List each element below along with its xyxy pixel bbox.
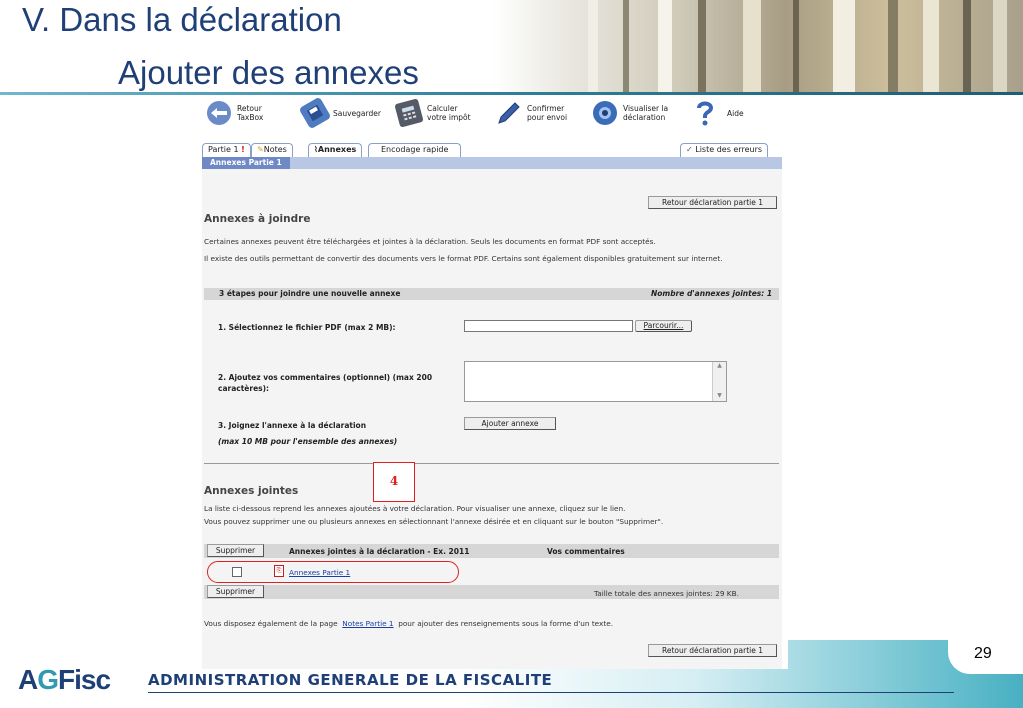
toolbar-help[interactable]: Aide xyxy=(693,101,744,125)
slide-title-line1: V. Dans la déclaration xyxy=(22,1,342,38)
step2-label: 2. Ajoutez vos commentaires (optionnel) (max 200 caractères): xyxy=(218,373,433,393)
annex-count-label: Nombre d'annexes jointes: 1 xyxy=(651,289,773,298)
step3-note: (max 10 MB pour l'ensemble des annexes) xyxy=(218,437,398,446)
footer-organization-name: ADMINISTRATION GENERALE DE LA FISCALITE xyxy=(148,671,553,689)
calculator-icon xyxy=(394,98,423,127)
supprimer-button-top[interactable]: Supprimer xyxy=(207,544,264,557)
step-callout-4: 4 xyxy=(373,462,415,502)
footer-divider xyxy=(148,692,954,693)
annexes-jointes-heading: Annexes jointes xyxy=(204,485,299,497)
back-arrow-icon xyxy=(207,101,231,125)
browse-button[interactable]: Parcourir... xyxy=(635,320,692,332)
step1-label: 1. Sélectionnez le fichier PDF (max 2 MB): xyxy=(218,323,396,332)
toolbar-calculate[interactable]: Calculer votre impôt xyxy=(397,101,471,125)
agfisc-logo: AGFisc xyxy=(18,664,111,695)
column-header-comments: Vos commentaires xyxy=(547,547,625,556)
tab-encodage-rapide[interactable]: Encodage rapide xyxy=(368,143,461,157)
jointes-paragraph-2: Vous pouvez supprimer une ou plusieurs annexes en sélectionnant l'annexe désirée et en cliquant sur le bouton "Supprimer". xyxy=(204,517,664,526)
annexe-link[interactable]: Annexes Partie 1 xyxy=(289,568,351,577)
toolbar-view-declaration[interactable]: Visualiser la déclaration xyxy=(593,101,668,125)
section-divider xyxy=(204,463,779,464)
pdf-file-icon: ⎘ xyxy=(274,565,284,577)
comment-textarea[interactable] xyxy=(464,361,727,402)
row-select-checkbox[interactable] xyxy=(232,567,242,577)
total-size-label: Taille totale des annexes jointes: 29 KB. xyxy=(594,589,739,598)
steps-header-title: 3 étapes pour joindre une nouvelle annexe xyxy=(219,289,401,298)
scroll-up-icon: ▲ xyxy=(717,362,722,369)
pdf-file-input[interactable] xyxy=(464,320,633,332)
pen-icon xyxy=(497,101,521,125)
scroll-down-icon: ▼ xyxy=(717,392,722,399)
eye-icon xyxy=(593,101,617,125)
tab-notes[interactable]: ✎Notes xyxy=(251,143,293,157)
step3-label: 3. Joignez l'annexe à la déclaration xyxy=(218,421,367,430)
ajouter-annexe-button[interactable]: Ajouter annexe xyxy=(464,417,556,430)
checklist-icon: ✓ xyxy=(686,145,693,154)
page-number: 29 xyxy=(974,645,992,662)
subtab-annexes-partie1[interactable]: Annexes Partie 1 xyxy=(202,157,290,169)
annexes-joindre-heading: Annexes à joindre xyxy=(204,213,311,225)
retour-declaration-button-bottom[interactable]: Retour déclaration partie 1 xyxy=(648,644,777,657)
retour-declaration-button-top[interactable]: Retour déclaration partie 1 xyxy=(648,196,777,209)
notes-info-text: Vous disposez également de la page Notes Partie 1 pour ajouter des renseignements sous la forme d'un texte. xyxy=(204,619,614,628)
toolbar-save[interactable]: Sauvegarder xyxy=(303,101,381,125)
tab-partie1[interactable]: Partie 1 ! xyxy=(202,143,251,157)
notes-partie1-link[interactable]: Notes Partie 1 xyxy=(342,619,394,628)
jointes-paragraph-1: La liste ci-dessous reprend les annexes ajoutées à votre déclaration. Pour visualiser une annexe, cliquez sur le lien. xyxy=(204,504,626,513)
architecture-photo-banner xyxy=(493,0,1023,92)
slide-title-line2: Ajouter des annexes xyxy=(118,54,419,91)
notes-pencil-icon: ✎ xyxy=(257,145,264,154)
intro-paragraph-2: Il existe des outils permettant de convertir des documents vers le format PDF. Certains sont également disponibles gratuitement sur internet. xyxy=(204,254,723,263)
toolbar-back-taxbox[interactable]: Retour TaxBox xyxy=(207,101,263,125)
tab-liste-erreurs[interactable]: ✓ Liste des erreurs xyxy=(680,143,768,157)
tax-app-screenshot xyxy=(199,95,788,669)
save-disk-icon xyxy=(299,97,332,130)
comment-scrollbar[interactable] xyxy=(712,362,726,401)
intro-paragraph-1: Certaines annexes peuvent être téléchargées et jointes à la déclaration. Seuls les documents en format PDF sont acceptés. xyxy=(204,237,656,246)
supprimer-button-bottom[interactable]: Supprimer xyxy=(207,585,264,598)
column-header-annexes: Annexes jointes à la déclaration - Ex. 2011 xyxy=(289,547,470,556)
toolbar-confirm[interactable]: Confirmer pour envoi xyxy=(497,101,567,125)
paperclip-icon: ⌇ xyxy=(314,145,318,154)
question-icon xyxy=(693,101,717,125)
tab-annexes[interactable]: ⌇Annexes xyxy=(308,143,362,157)
